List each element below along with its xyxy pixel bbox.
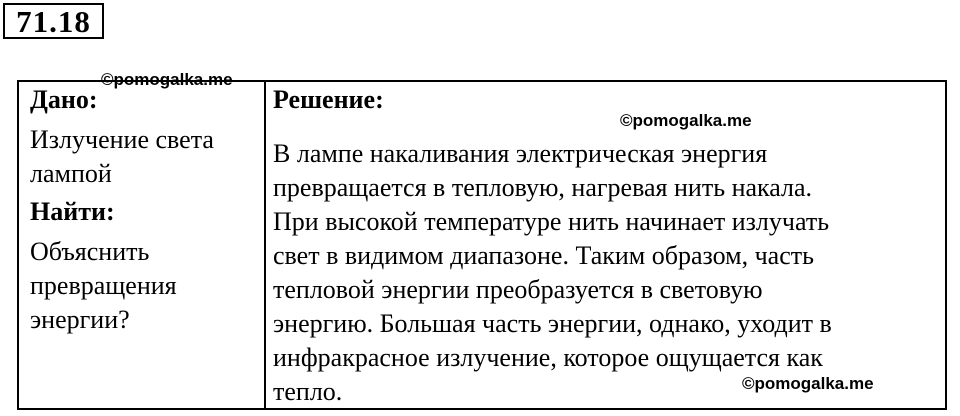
solution-line: При высокой температуре нить начинает излучать xyxy=(273,207,830,236)
given-column xyxy=(30,83,258,337)
find-heading: Найти: xyxy=(30,197,115,226)
solution-line: инфракрасное излучение, которое ощущается как xyxy=(273,343,823,372)
watermark: ©pomogalka.me xyxy=(101,70,233,89)
solution-line: тепловой энергии преобразуется в световую xyxy=(273,275,763,304)
solution-line: энергию. Большая часть энергии, однако, уходит в xyxy=(273,309,832,338)
find-line: энергии? xyxy=(30,305,130,334)
given-line: лампой xyxy=(30,159,112,188)
problem-number: 71.18 xyxy=(3,3,104,39)
solution-column xyxy=(273,83,941,409)
column-divider xyxy=(264,80,266,410)
solution-line: В лампе накаливания электрическая энергия xyxy=(273,139,768,168)
solution-text xyxy=(273,137,941,409)
find-text xyxy=(30,235,258,337)
solution-line: тепло. xyxy=(273,377,343,406)
given-line: Излучение света xyxy=(30,125,214,154)
watermark: ©pomogalka.me xyxy=(620,111,752,130)
find-line: Объяснить xyxy=(30,237,150,266)
watermark: ©pomogalka.me xyxy=(742,374,874,393)
solution-line: превращается в тепловую, нагревая нить накала. xyxy=(273,173,813,202)
given-heading: Дано: xyxy=(30,85,98,114)
solution-line: свет в видимом диапазоне. Таким образом, часть xyxy=(273,241,814,270)
find-line: превращения xyxy=(30,271,177,300)
solution-heading: Решение: xyxy=(273,85,384,114)
given-text xyxy=(30,123,258,191)
